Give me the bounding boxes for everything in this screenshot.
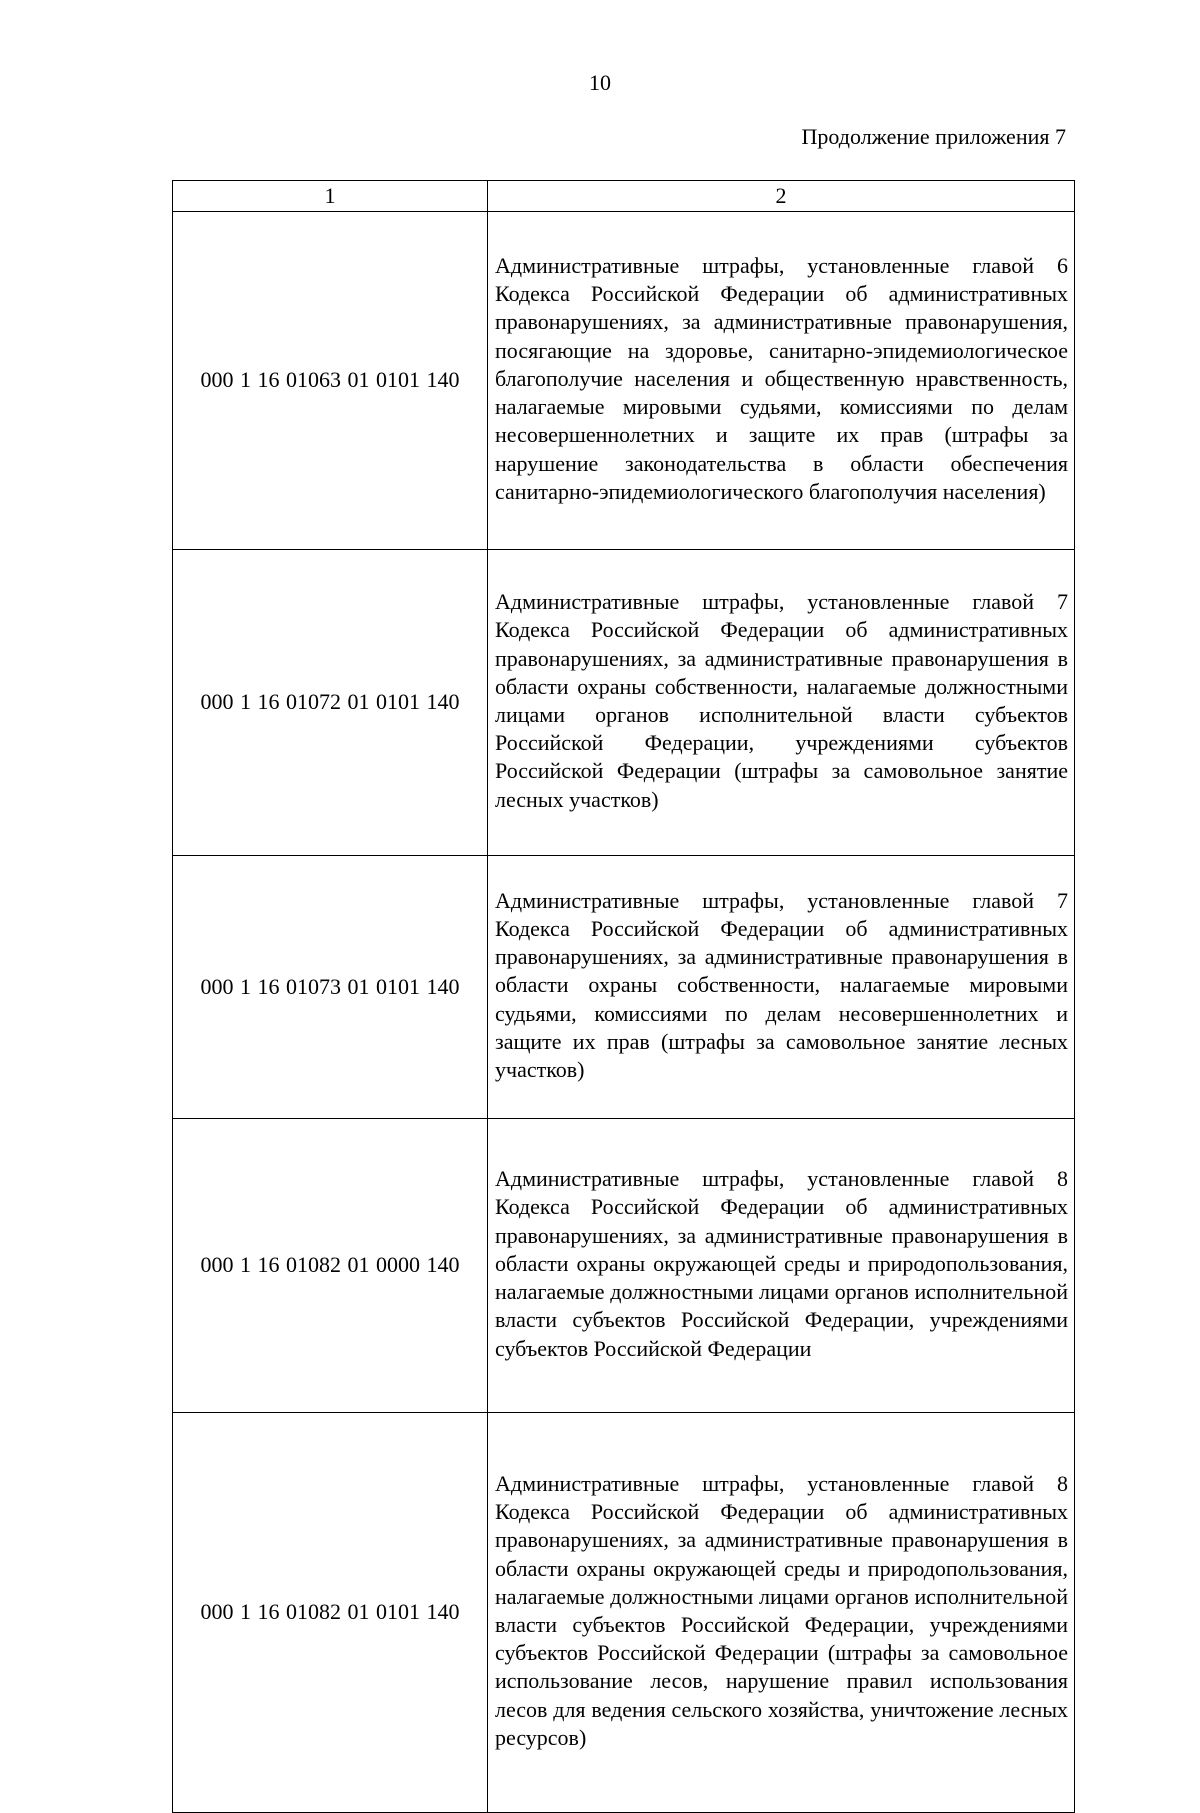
column-header-1: 1 <box>173 181 488 212</box>
description-cell: Административные штрафы, установленные главой 8 Кодекса Российской Федерации об административных правонарушениях, за административные правонарушения в области охраны окружающей среды и природопользования, налагаемые должностными лицами органов исполнительной власти субъектов Российской Федерации, учреждениями субъектов Российской Федерации (штрафы за самовольное использование лесов, нарушение правил использования лесов для ведения сельского хозяйства, уничтожение лесных ресурсов) <box>488 1413 1075 1813</box>
table-row <box>173 212 1075 550</box>
budget-code-cell: 000 1 16 01073 01 0101 140 <box>173 856 488 1119</box>
description-cell: Административные штрафы, установленные главой 7 Кодекса Российской Федерации об административных правонарушениях, за административные правонарушения в области охраны собственности, налагаемые должностными лицами органов исполнительной власти субъектов Российской Федерации, учреждениями субъектов Российской Федерации (штрафы за самовольное занятие лесных участков) <box>488 550 1075 856</box>
table-header-row <box>173 181 1075 212</box>
description-cell: Административные штрафы, установленные главой 6 Кодекса Российской Федерации об административных правонарушениях, за административные правонарушения, посягающие на здоровье, санитарно-эпидемиологическое благополучие населения и общественную нравственность, налагаемые мировыми судьями, комиссиями по делам несовершеннолетних и защите их прав (штрафы за нарушение законодательства в области обеспечения санитарно-эпидемиологического благополучия населения) <box>488 212 1075 550</box>
table-row <box>173 1413 1075 1813</box>
budget-code-cell: 000 1 16 01082 01 0101 140 <box>173 1413 488 1813</box>
budget-codes-table <box>172 180 1075 1813</box>
table-row <box>173 1119 1075 1413</box>
page-number: 10 <box>589 70 611 95</box>
table-row <box>173 550 1075 856</box>
description-cell: Административные штрафы, установленные главой 7 Кодекса Российской Федерации об административных правонарушениях, за административные правонарушения в области охраны собственности, налагаемые мировыми судьями, комиссиями по делам несовершеннолетних и защите их прав (штрафы за самовольное занятие лесных участков) <box>488 856 1075 1119</box>
table-row <box>173 856 1075 1119</box>
continuation-label: Продолжение приложения 7 <box>801 124 1066 149</box>
column-header-2: 2 <box>488 181 1075 212</box>
description-cell: Административные штрафы, установленные главой 8 Кодекса Российской Федерации об административных правонарушениях, за административные правонарушения в области охраны окружающей среды и природопользования, налагаемые должностными лицами органов исполнительной власти субъектов Российской Федерации, учреждениями субъектов Российской Федерации <box>488 1119 1075 1413</box>
budget-code-cell: 000 1 16 01063 01 0101 140 <box>173 212 488 550</box>
budget-code-cell: 000 1 16 01082 01 0000 140 <box>173 1119 488 1413</box>
budget-code-cell: 000 1 16 01072 01 0101 140 <box>173 550 488 856</box>
